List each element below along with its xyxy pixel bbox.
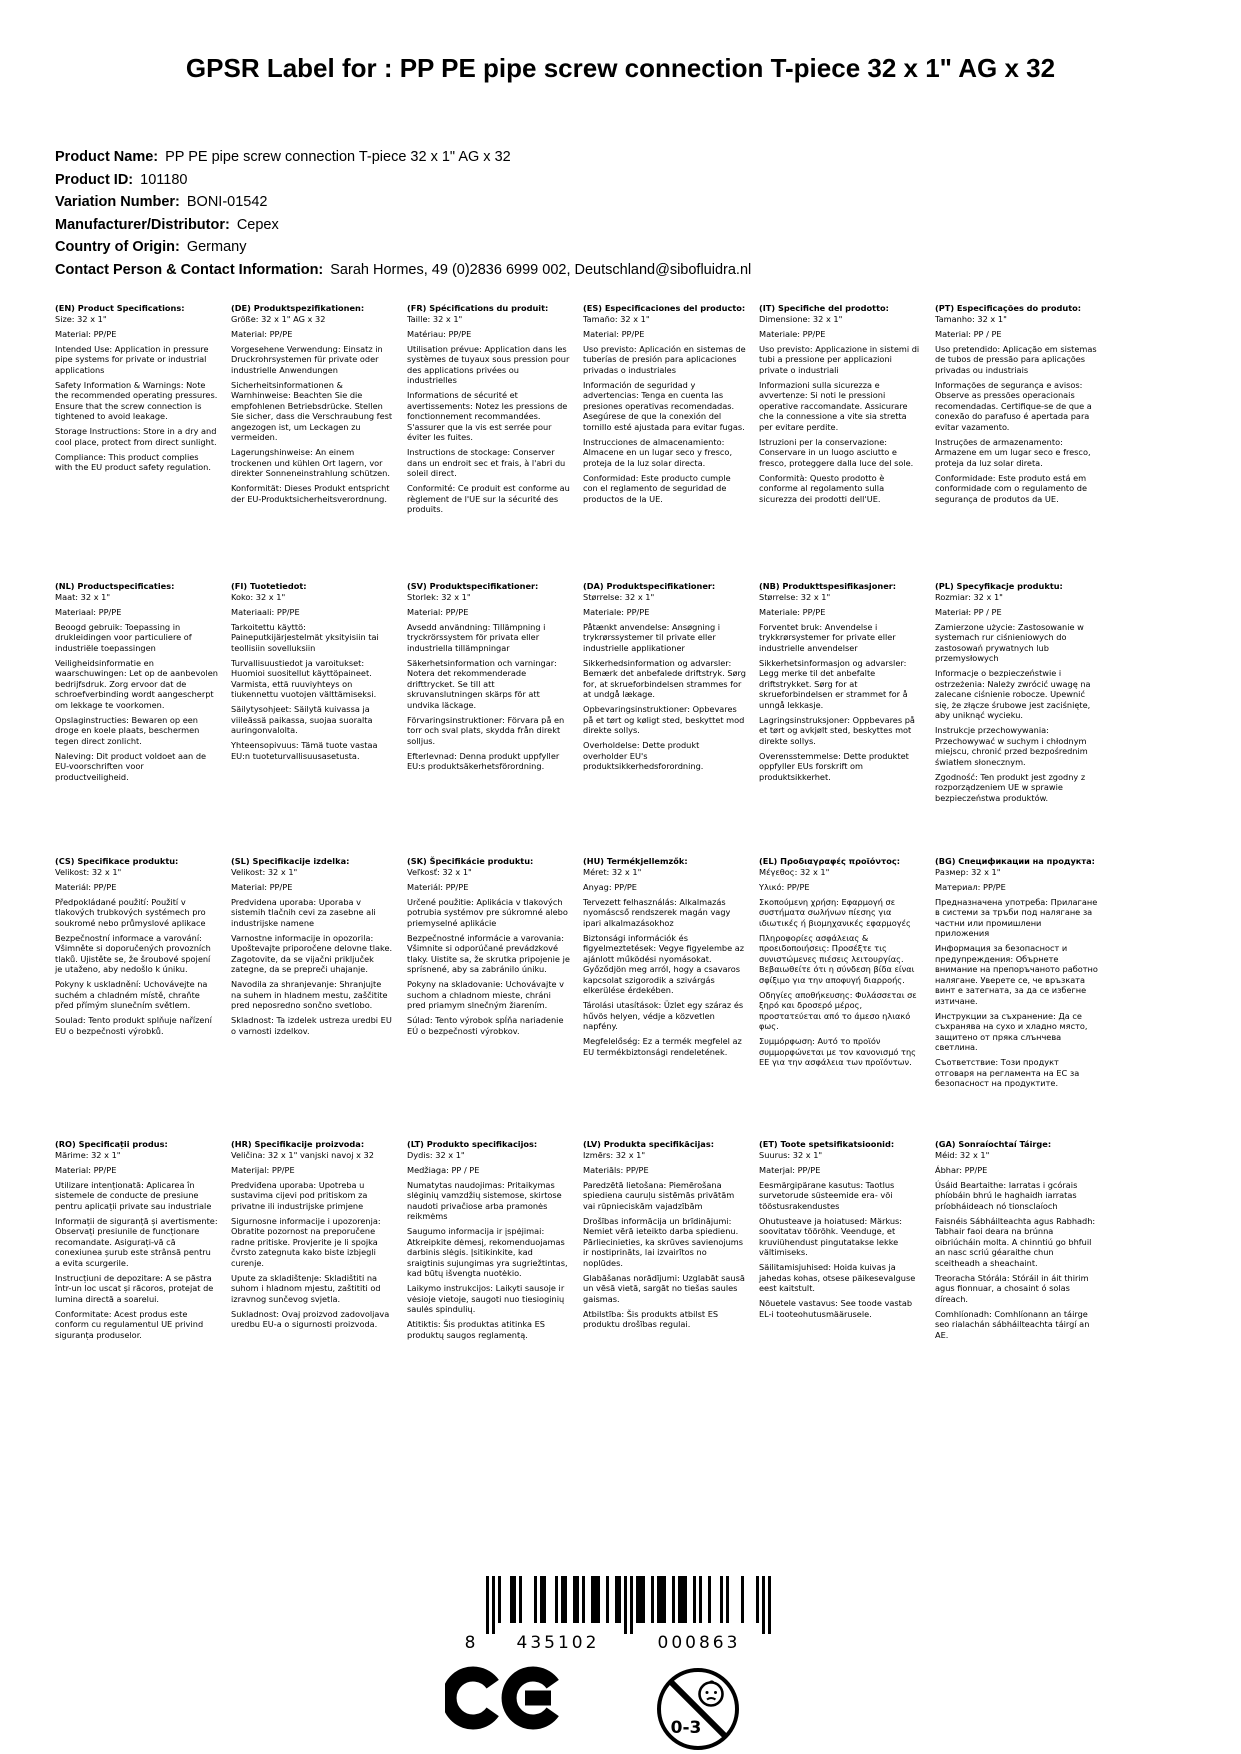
lang-header: (ES) Especificaciones del producto: [583,303,746,313]
field-label: Country of Origin: [55,239,180,255]
country-of-origin-row [55,236,1155,259]
lang-block-pt [935,303,1098,581]
spec-paragraph: Méid: 32 x 1" [935,1149,990,1160]
spec-paragraph: Koko: 32 x 1" [231,591,286,602]
lang-block-fi [231,581,394,856]
spec-paragraph: Biztonsági információk és figyelmeztetések: Vegye figyelembe az ajánlott működési nyomásokat. Győződjön meg arról, hogy a csavaros kapcsolat szigorodik a szivárgás elkerülése érdekében. [583,932,745,995]
lang-header: (NL) Productspecificaties: [55,581,175,591]
age-warning-0-3-icon [655,1666,741,1752]
spec-paragraph: Conformidad: Este producto cumple con el reglamento de seguridad de productos de la UE. [583,472,731,504]
spec-paragraph: Comhlíonadh: Comhlíonann an táirge seo rialachán sábháilteachta táirgí an AE. [935,1308,1090,1340]
lang-block-de [231,303,394,581]
field-label: Contact Person & Contact Information: [55,261,324,278]
lang-block-ro [55,1139,218,1345]
spec-paragraph: Conformità: Questo prodotto è conforme al regolamento sulla sicurezza dei prodotti dell'UE. [759,472,885,504]
lang-block-el [759,856,922,1139]
spec-paragraph: Material: PP/PE [55,328,117,339]
ce-mark-icon [445,1666,563,1730]
spec-paragraph: Conformitate: Acest produs este conform cu regulamentul UE privind siguranța produselor. [55,1308,204,1340]
lang-block-lt [407,1139,570,1345]
lang-block-sl [231,856,394,1139]
spec-paragraph: Overensstemmelse: Dette produktet oppfyller EUs forskrift om produktsikkerhet. [759,750,909,782]
spec-paragraph: Informações de segurança e avisos: Observe as pressões operacionais recomendadas. Certifique-se de que a conexão do parafuso é apertada para evitar vazamento. [935,379,1092,432]
lang-block-nb [759,581,922,856]
lang-header: (SL) Specifikacije izdelka: [231,856,350,866]
spec-paragraph: Rozmiar: 32 x 1" [935,591,1003,602]
spec-paragraph: Safety Information & Warnings: Note the recommended operating pressures. Ensure that the screw connection is tightened to avoid leakage. [55,379,218,421]
lang-header: (ET) Toote spetsifikatsioonid: [759,1139,895,1149]
language-grid [55,303,1098,1345]
page-title: GPSR Label for : PP PE pipe screw connection T-piece 32 x 1" AG x 32 [185,53,1056,83]
spec-paragraph: Størrelse: 32 x 1" [583,591,655,602]
spec-paragraph: Intended Use: Application in pressure pipe systems for private or industrial applications [55,343,209,375]
spec-paragraph: Glabāšanas norādījumi: Uzglabāt sausā un vēsā vietā, sargāt no tiešas saules gaismas. [583,1272,745,1304]
spec-paragraph: Materjal: PP/PE [759,1164,821,1175]
lang-header: (HR) Specifikacije proizvoda: [231,1139,365,1149]
spec-paragraph: Tarkoitettu käyttö: Paineputkijärjestelmät yksityisiin tai teollisiin sovelluksiin [231,621,379,653]
lang-block-cs [55,856,218,1139]
field-value: 101180 [140,171,188,188]
spec-paragraph: Navodila za shranjevanje: Shranjujte na suhem in hladnem mestu, zaščitite pred neposredno sončno svetlobo. [231,979,388,1010]
spec-paragraph: Předpokládané použití: Použití v tlakových trubkových systémech pro soukromé nebo průmyslové aplikace [55,896,206,928]
spec-paragraph: Instructions de stockage: Conserver dans un endroit sec et frais, à l'abri du soleil direct. [407,447,566,478]
spec-paragraph: Säilitamisjuhised: Hoida kuivas ja jahedas kohas, otsese päikesevalguse eest kaitstult. [759,1262,916,1293]
spec-paragraph: Instruções de armazenamento: Armazene em um lugar seco e fresco, proteja da luz solar direta. [935,436,1091,468]
lang-header: (LT) Produkto specifikacijos: [407,1139,538,1149]
spec-paragraph: Material: PP/PE [231,881,293,892]
spec-paragraph: Numatytas naudojimas: Pritaikymas slėginių vamzdžių sistemose, skirtose naudoti privačiose arba pramonės reikmėms [407,1179,562,1221]
spec-paragraph: Sigurnosne informacije i upozorenja: Obratite pozornost na preporučene radne pritiske. Provjerite je li spojka čvrsto zategnuta kako biste izbjegli curenje. [231,1215,381,1268]
lang-header: (PT) Especificações do produto: [935,303,1082,313]
spec-paragraph: Utilizare intenționată: Aplicarea în sistemele de conducte de presiune pentru aplicații private sau industriale [55,1179,212,1211]
field-value: PP PE pipe screw connection T-piece 32 x 1" AG x 32 [165,149,511,165]
lang-header: (SK) Špecifikácie produktu: [407,856,534,866]
spec-paragraph: Sicherheitsinformationen & Warnhinweise: Beachten Sie die empfohlenen Betriebsdrücke. Stellen Sie sicher, dass die Verschraubung fest angezogen ist, um Leckagen zu vermeiden. [231,379,393,442]
spec-paragraph: Materiál: PP/PE [55,881,117,892]
lang-block-sv [407,581,570,856]
spec-paragraph: Съответствие: Този продукт отговаря на регламента на ЕС за безопасност на продуктите. [935,1057,1080,1088]
spec-paragraph: Informazioni sulla sicurezza e avvertenze: Si noti le pressioni operative raccomandate. Assicurare che la connessione a vite sia stretta per evitare perdite. [759,379,908,432]
lang-header: (DA) Produktspecifikationer: [583,581,716,591]
field-label: Product ID: [55,171,134,188]
spec-paragraph: Úsáid Beartaithe: Iarratas i gcórais phíobáin bhrú le haghaidh iarratas príobháideach nó tionsclaíoch [935,1179,1078,1211]
spec-paragraph: Turvallisuustiedot ja varoitukset: Huomioi suositellut käyttöpaineet. Varmista, että ruuviyhteys on tiukennettu vuotojen välttämiseksi. [231,657,377,699]
field-value: Cepex [236,216,279,233]
spec-paragraph: Materiał: PP / PE [935,606,1002,617]
spec-paragraph: Mărime: 32 x 1" [55,1149,121,1160]
spec-paragraph: Material: PP/PE [583,328,645,339]
spec-paragraph: Utilisation prévue: Application dans les systèmes de tuyaux sous pression pour des applications privées ou industrielles [407,343,570,385]
spec-paragraph: Velikost: 32 x 1" [231,866,298,877]
spec-paragraph: Istruzioni per la conservazione: Conservare in un luogo asciutto e fresco, proteggere dalla luce del sole. [759,436,914,468]
spec-paragraph: Materiál: PP/PE [407,881,469,892]
spec-paragraph: Инструкции за съхранение: Да се съхранява на сухо и хладно място, защитено от пряка слънчева светлина. [935,1010,1088,1052]
spec-paragraph: Bezpečnostné informácie a varovania: Všimnite si odporúčané prevádzkové tlaky. Uistite sa, že skrutka pripojenie je sprísnené, aby sa zabránilo úniku. [407,932,570,974]
spec-paragraph: Yhteensopivuus: Tämä tuote vastaa EU:n tuoteturvallisuusasetusta. [231,740,378,761]
spec-paragraph: Upute za skladištenje: Skladištiti na suhom i hladnom mjestu, zaštititi od izravnog sunčevog svjetla. [231,1272,381,1304]
spec-paragraph: Atbilstība: Šis produkts atbilst ES produktu drošības regulai. [583,1308,719,1329]
spec-paragraph: Tamaño: 32 x 1" [583,313,650,324]
lang-block-fr [407,303,570,581]
spec-paragraph: Materiaali: PP/PE [231,606,300,617]
field-value: Sarah Hormes, 49 (0)2836 6999 002, Deutschland@sibofluidra.nl [330,261,752,278]
lang-header: (EN) Product Specifications: [55,303,185,313]
product-id-row [55,169,1155,192]
lang-block-es [583,303,746,581]
spec-paragraph: Uso pretendido: Aplicação em sistemas de tubos de pressão para aplicações privadas ou industriais [935,343,1097,375]
spec-paragraph: Zamierzone użycie: Zastosowanie w systemach rur ciśnieniowych do zastosowań prywatnych lub przemysłowych [935,621,1084,663]
spec-paragraph: Conformidade: Este produto está em conformidade com o regulamento de segurança de produtos da UE. [935,472,1087,504]
spec-paragraph: Sukladnost: Ovaj proizvod zadovoljava uredbu EU-a o sigurnosti proizvoda. [231,1308,390,1329]
spec-paragraph: Pokyny k uskladnění: Uchovávejte na suchém a chladném místě, chraňte před přímým slunečním světlem. [55,979,208,1010]
spec-paragraph: Veľkosť: 32 x 1" [407,866,472,877]
lang-header: (CS) Specifikace produktu: [55,856,179,866]
spec-paragraph: Σκοπούμενη χρήση: Εφαρμογή σε συστήματα σωλήνων πίεσης για ιδιωτικές ή βιομηχανικές εφαρμογές [759,896,911,928]
spec-paragraph: Tamanho: 32 x 1" [935,313,1007,324]
spec-paragraph: Tervezett felhasználás: Alkalmazás nyomáscső rendszerek magán vagy ipari alkalmazásokhoz [583,896,731,928]
spec-paragraph: Drošības informācija un brīdinājumi: Nemiet vērā ieteikto darba spiedienu. Pārliecinieties, ka skrūves savienojums ir nostiprināts, lai izvairītos no noplūdes. [583,1215,744,1268]
age-warning-text: 0-3 [670,1718,701,1738]
spec-paragraph: Größe: 32 x 1" AG x 32 [231,313,326,324]
field-value: Germany [186,239,247,255]
product-info-block [55,146,1155,281]
spec-paragraph: Dimensione: 32 x 1" [759,313,843,324]
lang-header: (RO) Specificații produs: [55,1139,168,1149]
barcode-svg [460,1576,782,1654]
spec-paragraph: Efterlevnad: Denna produkt uppfyller EU:s produktsäkerhetsförordning. [407,750,560,771]
spec-paragraph: Atitiktis: Šis produktas atitinka ES produktų saugos reglamentą. [407,1319,545,1340]
lang-header: (SV) Produktspecifikationer: [407,581,539,591]
spec-paragraph: Varnostne informacije in opozorila: Upoštevajte priporočene delovne tlake. Zagotovite, da se vijačni priključek zategne, da se prepreči uhajanje. [231,932,393,974]
spec-paragraph: Pokyny na skladovanie: Uchovávajte v suchom a chladnom mieste, chráni pred priamym slnečným žiarením. [407,979,565,1010]
lang-header: (GA) Sonraíochtaí Táirge: [935,1139,1052,1149]
spec-paragraph: Instrucțiuni de depozitare: A se păstra într-un loc uscat și răcoros, protejat de lumina directă a soarelui. [55,1272,214,1304]
spec-paragraph: Størrelse: 32 x 1" [759,591,831,602]
spec-paragraph: Υλικό: PP/PE [759,881,810,892]
spec-paragraph: Μέγεθος: 32 x 1" [759,866,830,877]
lang-header: (PL) Specyfikacje produktu: [935,581,1063,591]
lang-header: (DE) Produktspezifikationen: [231,303,365,313]
spec-paragraph: Säilytysohjeet: Säilytä kuivassa ja viileässä paikassa, suojaa suoralta auringonvalolta. [231,704,373,735]
spec-paragraph: Ábhar: PP/PE [935,1164,988,1175]
spec-paragraph: Veličina: 32 x 1" vanjski navoj x 32 [231,1149,374,1160]
barcode-bars [486,1576,771,1634]
spec-paragraph: Lagringsinstruksjoner: Oppbevares på et tørt og avkjølt sted, beskyttes mot direkte sollys. [759,714,915,746]
lang-header: (FR) Spécifications du produit: [407,303,549,313]
spec-paragraph: Maat: 32 x 1" [55,591,111,602]
spec-paragraph: Materiale: PP/PE [759,328,826,339]
lang-block-et [759,1139,922,1345]
symbols-row [0,1666,1213,1752]
spec-paragraph: Storage Instructions: Store in a dry and cool place, protect from direct sunlight. [55,426,217,447]
spec-paragraph: Nõuetele vastavus: See toode vastab EL-i tooteohutusmäärusele. [759,1298,913,1319]
spec-paragraph: Konformität: Dieses Produkt entspricht der EU-Produktsicherheitsverordnung. [231,483,390,504]
spec-paragraph: Paredzētā lietošana: Piemērošana spiediena cauruļu sistēmās privātām vai rūpnieciskām vajadzībām [583,1179,735,1211]
spec-paragraph: Saugumo informacija ir įspėjimai: Atkreipkite dėmesį, rekomenduojamas darbinis slėgis. Įsitikinkite, kad sraigtinis sujungimas yra sugriežtintas, kad būtų išvengta nuotėkio. [407,1226,568,1278]
spec-paragraph: Compliance: This product complies with the EU product safety regulation. [55,451,211,472]
spec-paragraph: Tárolási utasítások: Üzlet egy száraz és hűvös helyen, védje a közvetlen napfény. [583,1000,744,1031]
field-label: Variation Number: [55,194,180,210]
spec-paragraph: Información de seguridad y advertencias: Tenga en cuenta las presiones operativas recomendadas. Asegúrese de que la conexión del tornillo esté ajustada para evitar fugas. [583,379,745,432]
field-value: BONI-01542 [186,194,268,210]
barcode-digit-left: 8 [464,1633,475,1653]
spec-paragraph: Vorgesehene Verwendung: Einsatz in Druckrohrsystemen für private oder industrielle Anwendungen [231,343,383,375]
lang-block-da [583,581,746,856]
lang-header: (BG) Спецификации на продукта: [935,856,1095,866]
spec-paragraph: Informații de siguranță și avertismente: Observați presiunile de funcționare recomandate. Asigurați-vă că conexiunea șurub este strânsă pentru a evita scurgerile. [55,1215,218,1268]
lang-block-lv [583,1139,746,1345]
spec-paragraph: Bezpečnostní informace a varování: Všimněte si doporučených provozních tlaků. Ujistěte se, že šroubové spojení je utaženo, aby nedošlo k úniku. [55,932,211,974]
spec-paragraph: Размер: 32 x 1" [935,866,1001,877]
lang-header: (IT) Specifiche del prodotto: [759,303,889,313]
lang-block-nl [55,581,218,856]
spec-paragraph: Material: PP/PE [55,1164,117,1175]
spec-paragraph: Predvidena uporaba: Uporaba v sistemih tlačnih cevi za zasebne ali industrijske namene [231,896,376,928]
spec-paragraph: Sikkerhetsinformasjon og advarsler: Legg merke til det anbefalte driftstrykket. Sørg for at skrueforbindelsen er strammet for å unngå lekkasje. [759,657,908,710]
spec-paragraph: Förvaringsinstruktioner: Förvara på en torr och sval plats, skydda från direkt solljus. [407,714,565,746]
spec-paragraph: Uso previsto: Applicazione in sistemi di tubi a pressione per applicazioni private o industriali [759,343,920,375]
lang-block-en [55,303,218,581]
spec-paragraph: Veiligheidsinformatie en waarschuwingen: Let op de aanbevolen bedrijfsdruk. Zorg ervoor dat de schroefverbinding wordt aangescherpt om lekkage te voorkomen. [55,657,218,710]
spec-paragraph: Velikost: 32 x 1" [55,866,122,877]
spec-paragraph: Sikkerhedsinformation og advarsler: Bemærk det anbefalede driftstryk. Sørg for, at skrueforbindelsen strammes for at undgå lækage. [583,657,746,699]
spec-paragraph: Medžiaga: PP / PE [407,1164,480,1175]
lang-block-hu [583,856,746,1139]
product-name-row [55,146,1155,169]
lang-header: (FI) Tuotetiedot: [231,581,307,591]
variation-number-row [55,191,1155,214]
spec-paragraph: Instrucciones de almacenamiento: Almacene en un lugar seco y fresco, proteja de la luz solar directa. [583,436,733,468]
spec-paragraph: Информация за безопасност и предупреждения: Обърнете внимание на препоръчаното работно налягане. Уверете се, че връзката винт е затегната, за да се избегне изтичане. [935,943,1098,1006]
field-label: Manufacturer/Distributor: [55,216,230,233]
contact-row [55,259,1155,282]
spec-paragraph: Dydis: 32 x 1" [407,1149,465,1160]
spec-paragraph: Predviđena uporaba: Upotreba u sustavima cijevi pod pritiskom za privatne ili industrijske primjene [231,1179,368,1211]
spec-paragraph: Laikymo instrukcijos: Laikyti sausoje ir vėsioje vietoje, saugoti nuo tiesioginių saulės spindulių. [407,1283,565,1314]
lang-block-bg [935,856,1098,1139]
spec-paragraph: Συμμόρφωση: Αυτό το προϊόν συμμορφώνεται με τον κανονισμό της ΕΕ για την ασφάλεια των προϊόντων. [759,1036,916,1067]
spec-paragraph: Suurus: 32 x 1" [759,1149,823,1160]
lang-header: (EL) Προδιαγραφές προϊόντος: [759,856,900,866]
spec-paragraph: Lagerungshinweise: An einem trockenen und kühlen Ort lagern, vor direkter Sonneneinstrahlung schützen. [231,447,390,478]
spec-paragraph: Material: PP / PE [935,328,1002,339]
spec-paragraph: Forventet bruk: Anvendelse i trykkrørsystemer for private eller industrielle anvendelser [759,621,896,653]
spec-paragraph: Skladnost: Ta izdelek ustreza uredbi EU o varnosti izdelkov. [231,1015,392,1036]
spec-paragraph: Opbevaringsinstruktioner: Opbevares på et tørt og køligt sted, beskyttet mod direkte sollys. [583,704,745,735]
spec-paragraph: Påtænkt anvendelse: Ansøgning i trykrørssystemer til private eller industrielle applikationer [583,621,721,653]
baby-face-icon [699,1683,722,1706]
barcode-digit-group2: 000863 [657,1633,740,1653]
spec-paragraph: Material: PP/PE [231,328,293,339]
spec-paragraph: Taille: 32 x 1" [407,313,463,324]
spec-paragraph: Size: 32 x 1" [55,313,107,324]
lang-block-pl [935,581,1098,856]
spec-paragraph: Material: PP/PE [407,606,469,617]
lang-header: (LV) Produkta specifikācijas: [583,1139,714,1149]
spec-paragraph: Instrukcje przechowywania: Przechowywać w suchym i chłodnym miejscu, chronić przed bezpośrednim światłem słonecznym. [935,725,1088,767]
spec-paragraph: Anyag: PP/PE [583,881,637,892]
spec-paragraph: Treoracha Stórála: Stóráil in áit thirim agus fionnuar, a chosaint ó solas díreach. [935,1272,1089,1304]
spec-paragraph: Materiale: PP/PE [759,606,826,617]
barcode-digit-group1: 435102 [516,1633,599,1653]
field-label: Product Name: [55,149,159,165]
barcode [460,1576,782,1654]
spec-paragraph: Säkerhetsinformation och varningar: Notera det rekommenderade drifttrycket. Se till att skruvanslutningen skärps för att undvika läckage. [407,657,557,710]
spec-paragraph: Материал: PP/PE [935,881,1006,892]
footer [0,1576,1241,1752]
spec-paragraph: Materiāls: PP/PE [583,1164,649,1175]
spec-paragraph: Megfelelőség: Ez a termék megfelel az EU termékbiztonsági rendeletének. [583,1036,742,1057]
spec-paragraph: Méret: 32 x 1" [583,866,642,877]
spec-paragraph: Eesmärgipärane kasutus: Taotlus survetorude süsteemide era- või tööstusrakendustes [759,1179,895,1211]
spec-paragraph: Avsedd användning: Tillämpning i tryckrörssystem för privata eller industriella tillämpningar [407,621,546,653]
spec-paragraph: Οδηγίες αποθήκευσης: Φυλάσσεται σε ξηρό και δροσερό μέρος, προστατεύεται από το άμεσο ηλιακό φως. [759,989,917,1031]
spec-paragraph: Naleving: Dit product voldoet aan de EU-voorschriften voor productveiligheid. [55,750,207,782]
spec-paragraph: Faisnéis Sábháilteachta agus Rabhadh: Tabhair faoi deara na brúnna oibriúcháin molta. A chinntiú go bhfuil an nasc scriú géaraithe chun sceitheadh a sheachaint. [935,1215,1096,1268]
lang-block-hr [231,1139,394,1345]
spec-paragraph: Soulad: Tento produkt splňuje nařízení EU o bezpečnosti výrobků. [55,1015,212,1036]
spec-paragraph: Uso previsto: Aplicación en sistemas de tuberías de presión para aplicaciones privadas o industriales [583,343,746,375]
lang-header: (HU) Termékjellemzők: [583,856,688,866]
spec-paragraph: Overholdelse: Dette produkt overholder EU's produktsikkerhedsforordning. [583,740,704,771]
spec-paragraph: Informacje o bezpieczeństwie i ostrzeżenia: Należy zwrócić uwagę na zalecane ciśnienie robocze. Upewnić się, że złącze śrubowe jest zaciśnięte, aby uniknąć wycieku. [935,668,1091,720]
spec-paragraph: Предназначена употреба: Прилагане в системи за тръби под налягане за частни или промишлени приложения [935,896,1098,938]
lang-block-ga [935,1139,1098,1345]
spec-paragraph: Materijal: PP/PE [231,1164,295,1175]
spec-paragraph: Určené použitie: Aplikácia v tlakových potrubia systémov pre súkromné alebo priemyselné aplikácie [407,896,568,928]
spec-paragraph: Ohutusteave ja hoiatused: Märkus: soovitatav töörõhk. Veenduge, et kruviühendust pingutatakse lekke vältimiseks. [759,1215,903,1257]
spec-paragraph: Izmērs: 32 x 1" [583,1149,646,1160]
spec-paragraph: Πληροφορίες ασφάλειας & προειδοποιήσεις: Προσέξτε τις συνιστώμενες πιέσεις λειτουργίας. Βεβαιωθείτε ότι η σύνδεση βίδα είναι σφίξιμο για την αποφυγή διαρροής. [759,932,915,985]
spec-paragraph: Matériau: PP/PE [407,328,472,339]
lang-header: (NB) Produkttspesifikasjoner: [759,581,897,591]
spec-paragraph: Zgodność: Ten produkt jest zgodny z rozporządzeniem UE w sprawie bezpieczeństwa produktów. [935,771,1086,803]
spec-paragraph: Súlad: Tento výrobok spĺňa nariadenie EÚ o bezpečnosti výrobkov. [407,1015,564,1036]
spec-paragraph: Informations de sécurité et avertissements: Notez les pressions de fonctionnement recommandées. S'assurer que la vis est serrée pour éviter les fuites. [407,390,568,442]
lang-block-sk [407,856,570,1139]
spec-paragraph: Opslaginstructies: Bewaren op een droge en koele plaats, beschermen tegen direct zonlicht. [55,714,200,746]
manufacturer-row [55,214,1155,237]
spec-paragraph: Storlek: 32 x 1" [407,591,471,602]
spec-paragraph: Materiaal: PP/PE [55,606,122,617]
lang-block-it [759,303,922,581]
spec-paragraph: Beoogd gebruik: Toepassing in drukleidingen voor particuliere of industriële toepassingen [55,621,192,653]
spec-paragraph: Materiale: PP/PE [583,606,650,617]
spec-paragraph: Conformité: Ce produit est conforme au règlement de l'UE sur la sécurité des produits. [407,483,570,514]
